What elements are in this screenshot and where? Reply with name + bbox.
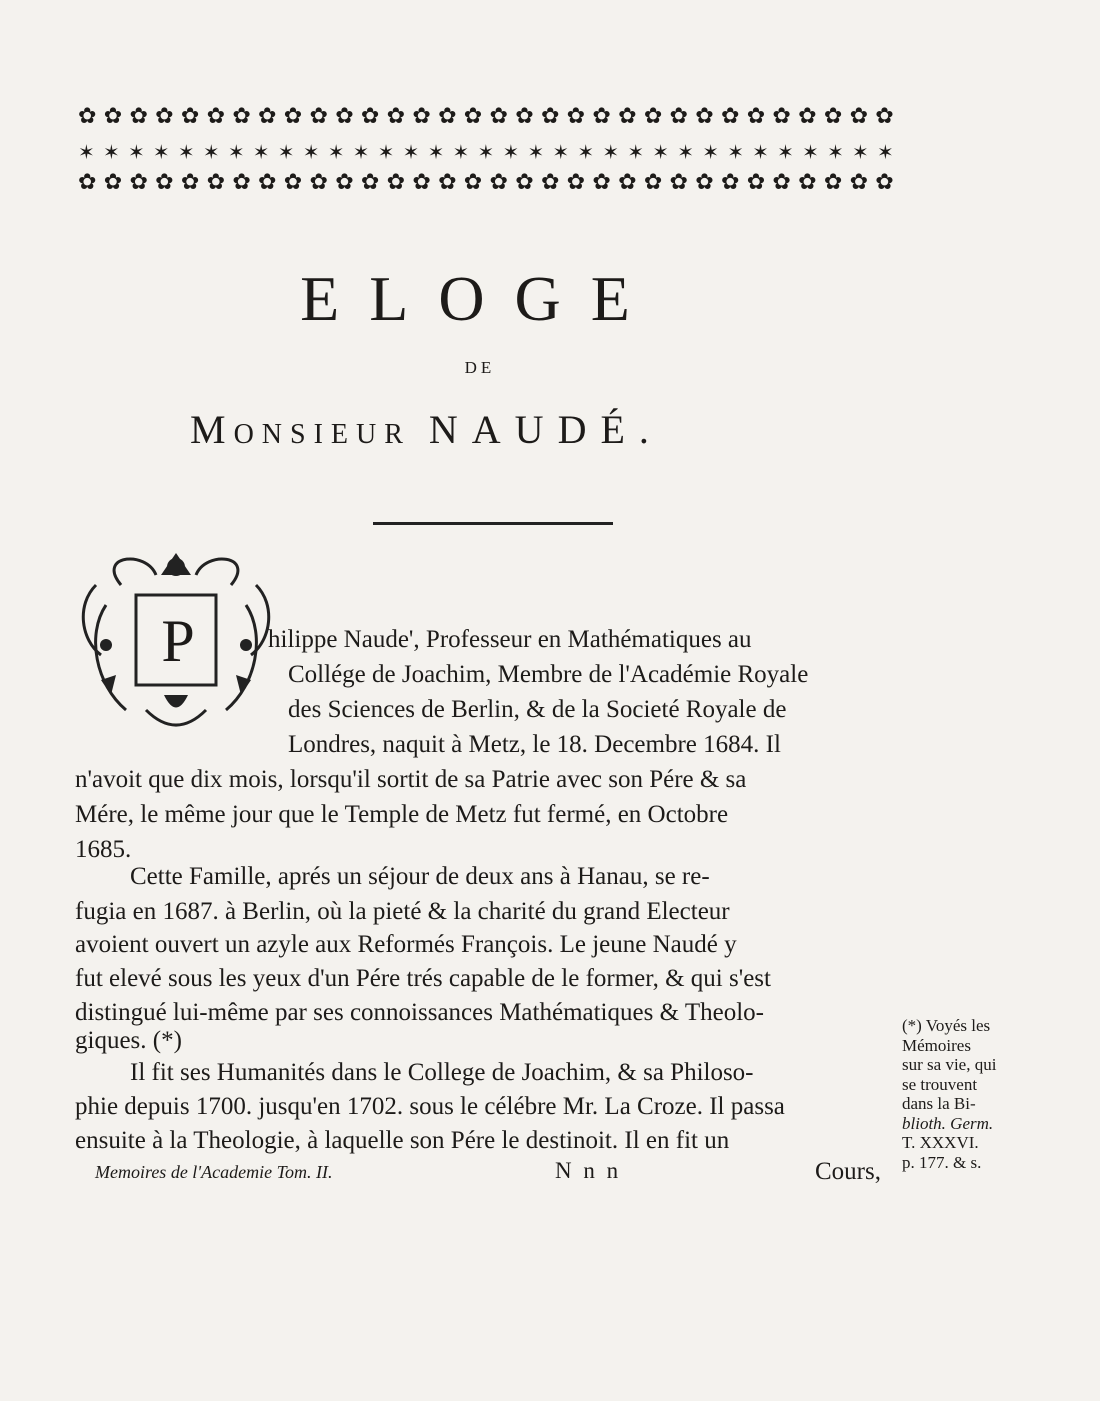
flower-ornament-icon: ✿ (309, 104, 328, 129)
flower-ornament-icon: ✿ (386, 170, 406, 195)
flower-ornament-icon: ✿ (258, 104, 277, 129)
star-ornament-icon: ✶ (327, 140, 345, 164)
star-ornament-icon: ✶ (552, 140, 570, 164)
star-ornament-icon: ✶ (502, 140, 520, 164)
flower-ornament-icon: ✿ (412, 170, 431, 195)
flower-ornament-icon: ✿ (360, 104, 380, 129)
flower-ornament-icon: ✿ (232, 170, 251, 195)
flower-ornament-icon: ✿ (129, 170, 148, 195)
flower-ornament-icon: ✿ (360, 170, 380, 195)
star-ornament-icon: ✶ (852, 140, 869, 164)
star-ornament-icon: ✶ (377, 140, 395, 164)
star-ornament-icon: ✶ (402, 140, 420, 164)
flower-ornament-icon: ✿ (772, 170, 791, 195)
text-line (75, 1028, 182, 1053)
margin-note (902, 1016, 1022, 1172)
star-ornament-icon: ✶ (78, 140, 95, 164)
flower-ornament-icon: ✿ (129, 104, 148, 129)
flower-ornament-icon: ✿ (78, 104, 97, 129)
dropcap-letter: P (161, 608, 195, 674)
flower-ornament-icon: ✿ (798, 170, 817, 195)
flower-ornament-icon: ✿ (849, 170, 868, 195)
flower-ornament-icon: ✿ (695, 170, 714, 195)
flower-ornament-icon: ✿ (772, 104, 791, 129)
text-line (75, 1128, 729, 1153)
star-ornament-icon: ✶ (652, 140, 670, 164)
flower-ornament-icon: ✿ (515, 104, 534, 129)
flower-ornament-icon: ✿ (720, 104, 740, 129)
ornament-band-bottom (78, 170, 894, 195)
star-ornament-icon: ✶ (752, 140, 769, 164)
text-line-content: distingué lui-même par ses connoissances Mathématiques & Theolo- (75, 999, 764, 1026)
flower-ornament-icon: ✿ (746, 170, 766, 195)
flower-ornament-icon: ✿ (540, 170, 560, 195)
star-ornament-icon: ✶ (452, 140, 470, 164)
flower-ornament-icon: ✿ (540, 104, 560, 129)
flower-ornament-icon: ✿ (618, 104, 637, 129)
margin-note-line: (*) Voyés les (902, 1016, 991, 1035)
text-line (288, 662, 808, 687)
text-line-content: fugia en 1687. à Berlin, où la pieté & la charité du grand Electeur (75, 898, 730, 925)
star-ornament-icon: ✶ (427, 140, 445, 164)
text-line (75, 1094, 785, 1119)
star-ornament-icon: ✶ (227, 140, 245, 164)
flower-ornament-icon: ✿ (669, 104, 688, 129)
flower-ornament-icon: ✿ (206, 104, 226, 129)
flower-ornament-icon: ✿ (180, 170, 200, 195)
flower-ornament-icon: ✿ (78, 170, 97, 195)
flower-ornament-icon: ✿ (258, 170, 277, 195)
flower-ornament-icon: ✿ (643, 104, 663, 129)
text-line-content: 1685. (75, 836, 132, 863)
star-ornament-icon: ✶ (252, 140, 270, 164)
page-title: ELOGE (300, 263, 660, 334)
flower-ornament-icon: ✿ (566, 170, 586, 195)
star-ornament-icon: ✶ (577, 140, 595, 164)
flower-ornament-icon: ✿ (335, 170, 354, 195)
flower-ornament-icon: ✿ (489, 104, 508, 129)
text-line-content: phie depuis 1700. jusqu'en 1702. sous le célébre Mr. La Croze. Il passa (75, 1093, 785, 1120)
text-line (288, 697, 786, 722)
flower-ornament-icon: ✿ (386, 104, 406, 129)
star-ornament-icon: ✶ (727, 140, 744, 164)
flower-ornament-icon: ✿ (232, 104, 251, 129)
text-line-content: Cette Famille, aprés un séjour de deux ans à Hanau, se re- (130, 863, 710, 890)
margin-note-line: p. 177. & s. (902, 1152, 982, 1172)
star-ornament-icon: ✶ (277, 140, 295, 164)
catchword: Cours, (815, 1158, 881, 1185)
text-line-content: Il fit ses Humanités dans le College de Joachim, & sa Philoso- (130, 1059, 754, 1086)
ornament-band-top (78, 104, 894, 129)
title-name (190, 406, 810, 453)
flower-ornament-icon: ✿ (438, 170, 457, 195)
text-line (268, 627, 890, 652)
text-line-content: fut elevé sous les yeux d'un Pére trés capable de le former, & qui s'est (75, 965, 771, 992)
running-footer: Memoires de l'Academie Tom. II. (95, 1162, 333, 1182)
flower-ornament-icon: ✿ (798, 104, 817, 129)
flower-ornament-icon: ✿ (463, 170, 483, 195)
flower-ornament-icon: ✿ (592, 104, 611, 129)
flower-ornament-icon: ✿ (875, 170, 894, 195)
star-ornament-icon: ✶ (302, 140, 320, 164)
text-line (288, 732, 781, 757)
flower-ornament-icon: ✿ (746, 104, 766, 129)
star-ornament-icon: ✶ (602, 140, 620, 164)
flower-ornament-icon: ✿ (463, 104, 483, 129)
text-line-content: giques. (*) (75, 1027, 182, 1054)
star-ornament-icon: ✶ (202, 140, 220, 164)
flower-ornament-icon: ✿ (180, 104, 200, 129)
margin-note-line: T. XXXVI. (902, 1133, 979, 1152)
star-ornament-icon: ✶ (527, 140, 545, 164)
text-line (75, 899, 730, 924)
star-ornament-icon: ✶ (877, 140, 894, 164)
star-ornament-icon: ✶ (102, 140, 120, 164)
flower-ornament-icon: ✿ (335, 104, 354, 129)
title-name-main: NAUDÉ. (428, 407, 663, 452)
text-line (75, 802, 728, 827)
star-ornament-icon: ✶ (677, 140, 695, 164)
flower-ornament-icon: ✿ (283, 104, 303, 129)
margin-note-line: blioth. Germ. (902, 1113, 994, 1133)
star-ornament-icon: ✶ (827, 140, 844, 164)
text-line (130, 864, 710, 889)
flower-ornament-icon: ✿ (412, 104, 431, 129)
title-de: DE (464, 358, 496, 377)
star-ornament-icon: ✶ (477, 140, 495, 164)
flower-ornament-icon: ✿ (283, 170, 303, 195)
text-line (75, 837, 131, 862)
star-ornament-icon: ✶ (802, 140, 819, 164)
flower-ornament-icon: ✿ (206, 170, 226, 195)
ornament-band-stars (78, 140, 894, 164)
flower-ornament-icon: ✿ (515, 170, 534, 195)
text-line-content: avoient ouvert un azyle aux Reformés François. Le jeune Naudé y (75, 931, 737, 958)
title-rule (373, 522, 613, 525)
star-ornament-icon: ✶ (152, 140, 170, 164)
star-ornament-icon: ✶ (127, 140, 145, 164)
margin-note-line: se trouvent (902, 1074, 978, 1094)
flower-ornament-icon: ✿ (695, 104, 714, 129)
star-ornament-icon: ✶ (702, 140, 719, 164)
star-ornament-icon: ✶ (777, 140, 794, 164)
flower-ornament-icon: ✿ (669, 170, 688, 195)
flower-ornament-icon: ✿ (849, 104, 868, 129)
margin-note-line: sur sa vie, qui (902, 1055, 997, 1074)
flower-ornament-icon: ✿ (823, 170, 843, 195)
flower-ornament-icon: ✿ (720, 170, 740, 195)
flower-ornament-icon: ✿ (155, 170, 174, 195)
text-line (75, 932, 737, 957)
star-ornament-icon: ✶ (177, 140, 195, 164)
text-line (75, 966, 771, 991)
flower-ornament-icon: ✿ (592, 170, 611, 195)
text-line-content: Londres, naquit à Metz, le 18. Decembre 1684. Il (288, 731, 781, 758)
flower-ornament-icon: ✿ (103, 170, 123, 195)
flower-ornament-icon: ✿ (438, 104, 457, 129)
flower-ornament-icon: ✿ (823, 104, 843, 129)
text-line (130, 1060, 754, 1085)
margin-note-line: dans la Bi- (902, 1094, 976, 1113)
title-name-prefix: Monsieur (190, 407, 411, 452)
margin-note-line: Mémoires (902, 1035, 971, 1055)
text-line-content: Mére, le même jour que le Temple de Metz fut fermé, en Octobre (75, 801, 729, 828)
flower-ornament-icon: ✿ (489, 170, 508, 195)
flower-ornament-icon: ✿ (875, 104, 894, 129)
text-line-content: hilippe Naude', Professeur en Mathématiques au (268, 626, 752, 653)
flower-ornament-icon: ✿ (103, 104, 123, 129)
flower-ornament-icon: ✿ (618, 170, 637, 195)
dropcap-ornament (76, 545, 276, 735)
flower-ornament-icon: ✿ (309, 170, 328, 195)
text-line-content: Collége de Joachim, Membre de l'Académie Royale (288, 661, 809, 688)
text-line-content: des Sciences de Berlin, & de la Societé Royale de (288, 696, 787, 723)
star-ornament-icon: ✶ (352, 140, 370, 164)
text-line (75, 1000, 764, 1025)
text-line-content: ensuite à la Theologie, à laquelle son Pére le destinoit. Il en fit un (75, 1127, 730, 1154)
signature-mark: N n n (555, 1158, 622, 1183)
flower-ornament-icon: ✿ (643, 170, 663, 195)
text-line-content: n'avoit que dix mois, lorsqu'il sortit de sa Patrie avec son Pére & sa (75, 766, 747, 793)
flower-ornament-icon: ✿ (155, 104, 174, 129)
star-ornament-icon: ✶ (627, 140, 645, 164)
text-line (75, 767, 746, 792)
flower-ornament-icon: ✿ (566, 104, 586, 129)
